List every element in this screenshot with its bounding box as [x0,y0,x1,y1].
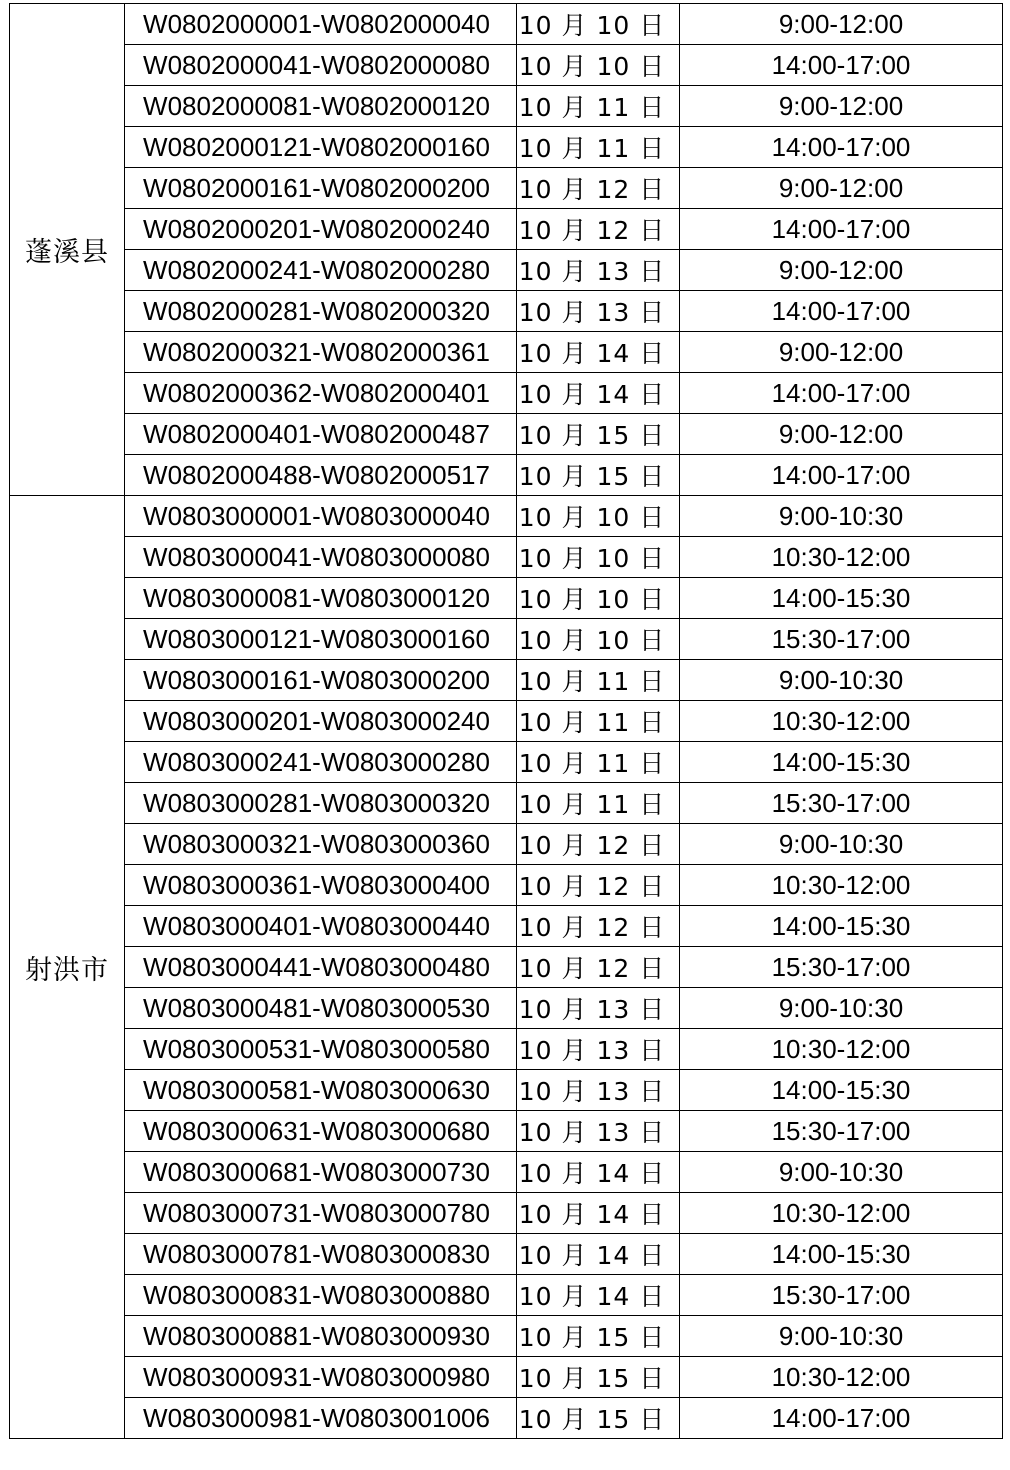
table-row [10,824,1003,865]
time-slot-cell: 10:30-12:00 [680,1193,1003,1234]
serial-range-cell: W0803000241-W0803000280 [125,742,517,783]
date-cell: 10 月 12 日 [517,209,680,250]
date-cell: 10 月 14 日 [517,332,680,373]
table-row [10,209,1003,250]
serial-range-cell: W0803000731-W0803000780 [125,1193,517,1234]
date-cell: 10 月 15 日 [517,414,680,455]
table-row [10,1070,1003,1111]
serial-range-cell: W0802000041-W0802000080 [125,45,517,86]
region-cell: 蓬溪县 [10,4,125,496]
time-slot-cell: 14:00-15:30 [680,906,1003,947]
time-slot-cell: 14:00-17:00 [680,45,1003,86]
serial-range-cell: W0802000401-W0802000487 [125,414,517,455]
serial-range-cell: W0802000488-W0802000517 [125,455,517,496]
date-cell: 10 月 12 日 [517,168,680,209]
table-row [10,988,1003,1029]
serial-range-cell: W0803000281-W0803000320 [125,783,517,824]
serial-range-cell: W0803000581-W0803000630 [125,1070,517,1111]
time-slot-cell: 9:00-12:00 [680,414,1003,455]
time-slot-cell: 14:00-15:30 [680,1234,1003,1275]
date-cell: 10 月 12 日 [517,947,680,988]
date-cell: 10 月 13 日 [517,1111,680,1152]
time-slot-cell: 15:30-17:00 [680,619,1003,660]
schedule-table-body [10,4,1003,1439]
date-cell: 10 月 13 日 [517,1070,680,1111]
date-cell: 10 月 12 日 [517,824,680,865]
time-slot-cell: 15:30-17:00 [680,1275,1003,1316]
date-cell: 10 月 12 日 [517,906,680,947]
serial-range-cell: W0802000321-W0802000361 [125,332,517,373]
time-slot-cell: 9:00-10:30 [680,660,1003,701]
serial-range-cell: W0803000001-W0803000040 [125,496,517,537]
serial-range-cell: W0803000441-W0803000480 [125,947,517,988]
schedule-table [9,3,1003,1439]
date-cell: 10 月 10 日 [517,4,680,45]
serial-range-cell: W0803000201-W0803000240 [125,701,517,742]
time-slot-cell: 15:30-17:00 [680,1111,1003,1152]
date-cell: 10 月 10 日 [517,496,680,537]
table-row [10,4,1003,45]
time-slot-cell: 10:30-12:00 [680,701,1003,742]
serial-range-cell: W0803000981-W0803001006 [125,1398,517,1439]
table-row [10,45,1003,86]
serial-range-cell: W0802000362-W0802000401 [125,373,517,414]
table-row [10,578,1003,619]
time-slot-cell: 9:00-10:30 [680,1152,1003,1193]
time-slot-cell: 14:00-17:00 [680,455,1003,496]
table-row [10,1152,1003,1193]
time-slot-cell: 9:00-10:30 [680,1316,1003,1357]
date-cell: 10 月 11 日 [517,127,680,168]
time-slot-cell: 14:00-17:00 [680,373,1003,414]
table-row [10,455,1003,496]
time-slot-cell: 14:00-15:30 [680,578,1003,619]
table-row [10,373,1003,414]
serial-range-cell: W0803000481-W0803000530 [125,988,517,1029]
time-slot-cell: 10:30-12:00 [680,1357,1003,1398]
serial-range-cell: W0803000081-W0803000120 [125,578,517,619]
date-cell: 10 月 15 日 [517,1398,680,1439]
time-slot-cell: 14:00-17:00 [680,127,1003,168]
serial-range-cell: W0803000881-W0803000930 [125,1316,517,1357]
serial-range-cell: W0802000201-W0802000240 [125,209,517,250]
time-slot-cell: 14:00-15:30 [680,1070,1003,1111]
table-row [10,1357,1003,1398]
table-row [10,906,1003,947]
serial-range-cell: W0803000631-W0803000680 [125,1111,517,1152]
table-row [10,1111,1003,1152]
date-cell: 10 月 11 日 [517,783,680,824]
serial-range-cell: W0803000121-W0803000160 [125,619,517,660]
serial-range-cell: W0803000781-W0803000830 [125,1234,517,1275]
date-cell: 10 月 13 日 [517,291,680,332]
table-row [10,168,1003,209]
table-row [10,701,1003,742]
time-slot-cell: 15:30-17:00 [680,947,1003,988]
date-cell: 10 月 14 日 [517,373,680,414]
date-cell: 10 月 13 日 [517,250,680,291]
table-row [10,1398,1003,1439]
date-cell: 10 月 11 日 [517,742,680,783]
region-cell: 射洪市 [10,496,125,1439]
serial-range-cell: W0802000281-W0802000320 [125,291,517,332]
date-cell: 10 月 14 日 [517,1193,680,1234]
date-cell: 10 月 11 日 [517,86,680,127]
time-slot-cell: 9:00-10:30 [680,824,1003,865]
serial-range-cell: W0802000241-W0802000280 [125,250,517,291]
date-cell: 10 月 10 日 [517,619,680,660]
time-slot-cell: 14:00-15:30 [680,742,1003,783]
table-row [10,291,1003,332]
table-row [10,865,1003,906]
date-cell: 10 月 13 日 [517,1029,680,1070]
serial-range-cell: W0803000161-W0803000200 [125,660,517,701]
serial-range-cell: W0803000041-W0803000080 [125,537,517,578]
time-slot-cell: 9:00-12:00 [680,4,1003,45]
time-slot-cell: 9:00-12:00 [680,168,1003,209]
date-cell: 10 月 13 日 [517,988,680,1029]
serial-range-cell: W0803000361-W0803000400 [125,865,517,906]
time-slot-cell: 9:00-12:00 [680,332,1003,373]
table-row [10,496,1003,537]
time-slot-cell: 9:00-12:00 [680,250,1003,291]
table-row [10,1234,1003,1275]
time-slot-cell: 9:00-12:00 [680,86,1003,127]
serial-range-cell: W0803000681-W0803000730 [125,1152,517,1193]
date-cell: 10 月 15 日 [517,1357,680,1398]
time-slot-cell: 14:00-17:00 [680,291,1003,332]
time-slot-cell: 14:00-17:00 [680,1398,1003,1439]
table-row [10,1029,1003,1070]
table-row [10,1193,1003,1234]
serial-range-cell: W0803000831-W0803000880 [125,1275,517,1316]
time-slot-cell: 15:30-17:00 [680,783,1003,824]
table-row [10,250,1003,291]
table-row [10,1316,1003,1357]
date-cell: 10 月 14 日 [517,1152,680,1193]
table-row [10,332,1003,373]
time-slot-cell: 10:30-12:00 [680,865,1003,906]
serial-range-cell: W0802000081-W0802000120 [125,86,517,127]
table-row [10,619,1003,660]
time-slot-cell: 14:00-17:00 [680,209,1003,250]
date-cell: 10 月 11 日 [517,660,680,701]
serial-range-cell: W0802000121-W0802000160 [125,127,517,168]
table-row [10,947,1003,988]
serial-range-cell: W0803000321-W0803000360 [125,824,517,865]
table-row [10,742,1003,783]
date-cell: 10 月 10 日 [517,45,680,86]
serial-range-cell: W0803000401-W0803000440 [125,906,517,947]
date-cell: 10 月 10 日 [517,537,680,578]
time-slot-cell: 10:30-12:00 [680,1029,1003,1070]
serial-range-cell: W0802000001-W0802000040 [125,4,517,45]
date-cell: 10 月 15 日 [517,1316,680,1357]
table-row [10,414,1003,455]
time-slot-cell: 9:00-10:30 [680,988,1003,1029]
date-cell: 10 月 15 日 [517,455,680,496]
table-row [10,1275,1003,1316]
table-row [10,127,1003,168]
table-row [10,783,1003,824]
table-row [10,86,1003,127]
table-row [10,660,1003,701]
date-cell: 10 月 11 日 [517,701,680,742]
date-cell: 10 月 14 日 [517,1234,680,1275]
serial-range-cell: W0803000931-W0803000980 [125,1357,517,1398]
serial-range-cell: W0802000161-W0802000200 [125,168,517,209]
date-cell: 10 月 14 日 [517,1275,680,1316]
date-cell: 10 月 12 日 [517,865,680,906]
serial-range-cell: W0803000531-W0803000580 [125,1029,517,1070]
time-slot-cell: 9:00-10:30 [680,496,1003,537]
time-slot-cell: 10:30-12:00 [680,537,1003,578]
table-row [10,537,1003,578]
date-cell: 10 月 10 日 [517,578,680,619]
